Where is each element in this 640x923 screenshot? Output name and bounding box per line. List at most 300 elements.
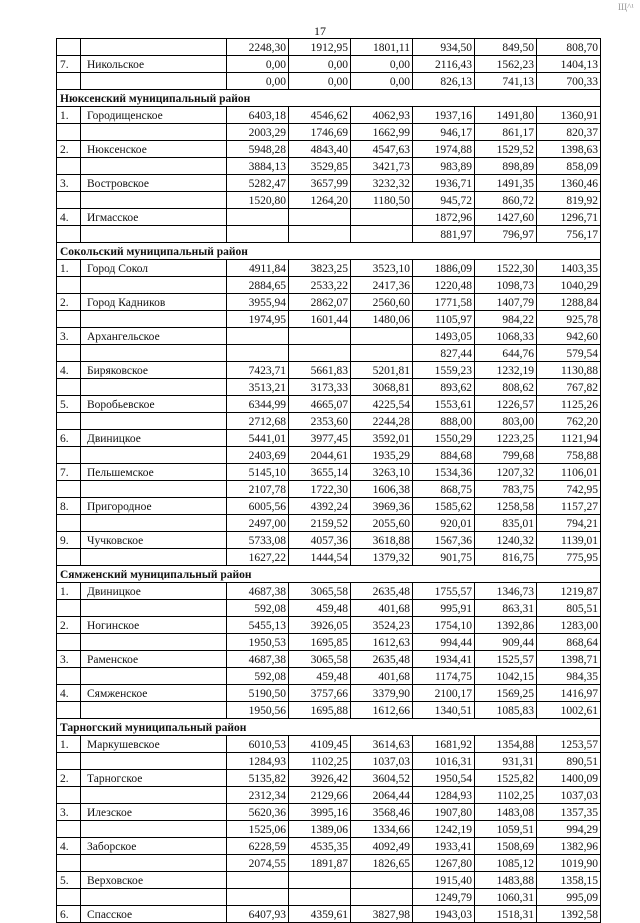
value-cell-6: 1398,63 bbox=[537, 141, 601, 158]
value-cell-3: 1480,06 bbox=[351, 311, 413, 328]
value-cell-5: 644,76 bbox=[475, 345, 537, 362]
value-cell-4: 920,01 bbox=[413, 515, 475, 532]
value-cell-4: 1771,58 bbox=[413, 294, 475, 311]
value-cell-3 bbox=[351, 889, 413, 906]
value-cell-2: 3757,66 bbox=[289, 685, 351, 702]
row-index: 7. bbox=[57, 464, 81, 481]
value-cell-2 bbox=[289, 209, 351, 226]
value-cell-6: 794,21 bbox=[537, 515, 601, 532]
value-cell-5: 803,00 bbox=[475, 413, 537, 430]
settlement-name bbox=[81, 600, 227, 617]
table-row bbox=[57, 39, 601, 56]
value-cell-3: 0,00 bbox=[351, 56, 413, 73]
table-row bbox=[57, 617, 601, 634]
value-cell-1: 6344,99 bbox=[227, 396, 289, 413]
value-cell-3: 2635,48 bbox=[351, 651, 413, 668]
value-cell-3: 401,68 bbox=[351, 668, 413, 685]
value-cell-4: 1937,16 bbox=[413, 107, 475, 124]
value-cell-1: 6403,18 bbox=[227, 107, 289, 124]
row-index bbox=[57, 124, 81, 141]
value-cell-5: 1525,82 bbox=[475, 770, 537, 787]
table-row bbox=[57, 345, 601, 362]
table-row bbox=[57, 515, 601, 532]
value-cell-2: 3823,25 bbox=[289, 260, 351, 277]
value-cell-1: 5190,50 bbox=[227, 685, 289, 702]
value-cell-1: 1950,56 bbox=[227, 702, 289, 719]
value-cell-4: 1943,03 bbox=[413, 906, 475, 923]
value-cell-4: 1567,36 bbox=[413, 532, 475, 549]
value-cell-5: 1562,23 bbox=[475, 56, 537, 73]
value-cell-2 bbox=[289, 328, 351, 345]
row-index bbox=[57, 634, 81, 651]
settlement-name: Востровское bbox=[81, 175, 227, 192]
value-cell-5: 1529,52 bbox=[475, 141, 537, 158]
value-cell-3: 3568,46 bbox=[351, 804, 413, 821]
value-cell-3: 3421,73 bbox=[351, 158, 413, 175]
value-cell-2: 1601,44 bbox=[289, 311, 351, 328]
value-cell-1: 2107,78 bbox=[227, 481, 289, 498]
settlement-name: Никольское bbox=[81, 56, 227, 73]
value-cell-2 bbox=[289, 889, 351, 906]
value-cell-4: 1754,10 bbox=[413, 617, 475, 634]
value-cell-5: 741,13 bbox=[475, 73, 537, 90]
value-cell-5: 1407,79 bbox=[475, 294, 537, 311]
corner-mark: Щ^¹ bbox=[617, 2, 634, 12]
value-cell-3 bbox=[351, 226, 413, 243]
value-cell-2: 4057,36 bbox=[289, 532, 351, 549]
value-cell-6: 1157,27 bbox=[537, 498, 601, 515]
value-cell-5: 816,75 bbox=[475, 549, 537, 566]
value-cell-3: 5201,81 bbox=[351, 362, 413, 379]
settlement-name: Пригородное bbox=[81, 498, 227, 515]
row-index bbox=[57, 413, 81, 430]
table-row bbox=[57, 311, 601, 328]
row-index bbox=[57, 515, 81, 532]
value-cell-3: 1826,65 bbox=[351, 855, 413, 872]
value-cell-5: 796,97 bbox=[475, 226, 537, 243]
value-cell-1: 7423,71 bbox=[227, 362, 289, 379]
settlement-name: Сямженское bbox=[81, 685, 227, 702]
table-row bbox=[57, 226, 601, 243]
value-cell-2: 2129,66 bbox=[289, 787, 351, 804]
section-title: Тарногский муниципальный район bbox=[57, 719, 601, 736]
table-row bbox=[57, 56, 601, 73]
value-cell-4: 1559,23 bbox=[413, 362, 475, 379]
value-cell-1: 0,00 bbox=[227, 56, 289, 73]
settlement-name bbox=[81, 39, 227, 56]
row-index: 3. bbox=[57, 175, 81, 192]
value-cell-5: 1085,83 bbox=[475, 702, 537, 719]
value-cell-6: 1139,01 bbox=[537, 532, 601, 549]
table-row bbox=[57, 294, 601, 311]
settlement-name: Воробьевское bbox=[81, 396, 227, 413]
row-index: 1. bbox=[57, 583, 81, 600]
settlement-name: Город Сокол bbox=[81, 260, 227, 277]
settlement-name bbox=[81, 702, 227, 719]
row-index bbox=[57, 668, 81, 685]
value-cell-4: 1550,29 bbox=[413, 430, 475, 447]
settlement-name bbox=[81, 787, 227, 804]
value-cell-3: 3614,63 bbox=[351, 736, 413, 753]
value-cell-6: 1125,26 bbox=[537, 396, 601, 413]
value-cell-1: 5948,28 bbox=[227, 141, 289, 158]
value-cell-1 bbox=[227, 226, 289, 243]
value-cell-1: 3955,94 bbox=[227, 294, 289, 311]
value-cell-3: 1334,66 bbox=[351, 821, 413, 838]
value-cell-3: 1662,99 bbox=[351, 124, 413, 141]
value-cell-5: 1522,30 bbox=[475, 260, 537, 277]
settlement-name bbox=[81, 73, 227, 90]
value-cell-5: 1085,12 bbox=[475, 855, 537, 872]
value-cell-6: 1288,84 bbox=[537, 294, 601, 311]
row-index bbox=[57, 855, 81, 872]
value-cell-1: 2712,68 bbox=[227, 413, 289, 430]
value-cell-5: 1518,31 bbox=[475, 906, 537, 923]
row-index: 4. bbox=[57, 362, 81, 379]
tariff-table bbox=[56, 38, 601, 923]
settlement-name: Илезское bbox=[81, 804, 227, 821]
value-cell-3 bbox=[351, 345, 413, 362]
row-index: 3. bbox=[57, 328, 81, 345]
value-cell-4: 1907,80 bbox=[413, 804, 475, 821]
value-cell-6: 1382,96 bbox=[537, 838, 601, 855]
settlement-name bbox=[81, 124, 227, 141]
value-cell-4: 1242,19 bbox=[413, 821, 475, 838]
row-index: 8. bbox=[57, 498, 81, 515]
value-cell-3: 3379,90 bbox=[351, 685, 413, 702]
value-cell-1: 5455,13 bbox=[227, 617, 289, 634]
value-cell-4: 2100,17 bbox=[413, 685, 475, 702]
value-cell-2: 1389,06 bbox=[289, 821, 351, 838]
settlement-name: Городищенское bbox=[81, 107, 227, 124]
value-cell-4: 1493,05 bbox=[413, 328, 475, 345]
settlement-name bbox=[81, 413, 227, 430]
value-cell-6: 1357,35 bbox=[537, 804, 601, 821]
value-cell-4: 945,72 bbox=[413, 192, 475, 209]
row-index bbox=[57, 192, 81, 209]
value-cell-2: 2353,60 bbox=[289, 413, 351, 430]
row-index: 4. bbox=[57, 838, 81, 855]
row-index bbox=[57, 158, 81, 175]
value-cell-1: 0,00 bbox=[227, 73, 289, 90]
table-row bbox=[57, 447, 601, 464]
value-cell-1: 1627,22 bbox=[227, 549, 289, 566]
value-cell-1: 5282,47 bbox=[227, 175, 289, 192]
value-cell-3: 1180,50 bbox=[351, 192, 413, 209]
settlement-name bbox=[81, 753, 227, 770]
table-body bbox=[57, 39, 601, 923]
row-index: 2. bbox=[57, 294, 81, 311]
value-cell-2 bbox=[289, 872, 351, 889]
value-cell-6: 1002,61 bbox=[537, 702, 601, 719]
value-cell-3: 3068,81 bbox=[351, 379, 413, 396]
value-cell-3: 1606,38 bbox=[351, 481, 413, 498]
value-cell-4: 934,50 bbox=[413, 39, 475, 56]
value-cell-5: 931,31 bbox=[475, 753, 537, 770]
row-index: 3. bbox=[57, 651, 81, 668]
row-index: 3. bbox=[57, 804, 81, 821]
value-cell-4: 1284,93 bbox=[413, 787, 475, 804]
value-cell-5: 860,72 bbox=[475, 192, 537, 209]
value-cell-3: 3523,10 bbox=[351, 260, 413, 277]
row-index: 2. bbox=[57, 141, 81, 158]
row-index: 9. bbox=[57, 532, 81, 549]
table-row bbox=[57, 141, 601, 158]
value-cell-5: 1232,19 bbox=[475, 362, 537, 379]
value-cell-2: 1912,95 bbox=[289, 39, 351, 56]
value-cell-6: 890,51 bbox=[537, 753, 601, 770]
table-row bbox=[57, 481, 601, 498]
value-cell-5: 1491,80 bbox=[475, 107, 537, 124]
value-cell-2: 3977,45 bbox=[289, 430, 351, 447]
value-cell-2: 4392,24 bbox=[289, 498, 351, 515]
value-cell-2: 3065,58 bbox=[289, 583, 351, 600]
value-cell-2: 5661,83 bbox=[289, 362, 351, 379]
value-cell-3 bbox=[351, 328, 413, 345]
row-index bbox=[57, 787, 81, 804]
row-index: 1. bbox=[57, 107, 81, 124]
row-index: 5. bbox=[57, 872, 81, 889]
value-cell-3: 3263,10 bbox=[351, 464, 413, 481]
value-cell-5: 1207,32 bbox=[475, 464, 537, 481]
row-index bbox=[57, 481, 81, 498]
table-row bbox=[57, 685, 601, 702]
value-cell-2: 459,48 bbox=[289, 600, 351, 617]
value-cell-3: 2055,60 bbox=[351, 515, 413, 532]
value-cell-1: 2074,55 bbox=[227, 855, 289, 872]
value-cell-2: 3529,85 bbox=[289, 158, 351, 175]
value-cell-4: 946,17 bbox=[413, 124, 475, 141]
value-cell-6: 1253,57 bbox=[537, 736, 601, 753]
value-cell-1 bbox=[227, 345, 289, 362]
value-cell-4: 983,89 bbox=[413, 158, 475, 175]
value-cell-4: 2116,43 bbox=[413, 56, 475, 73]
value-cell-2: 3926,05 bbox=[289, 617, 351, 634]
value-cell-4: 1950,54 bbox=[413, 770, 475, 787]
value-cell-4: 1267,80 bbox=[413, 855, 475, 872]
settlement-name bbox=[81, 855, 227, 872]
value-cell-4: 1936,71 bbox=[413, 175, 475, 192]
value-cell-5: 808,62 bbox=[475, 379, 537, 396]
settlement-name bbox=[81, 277, 227, 294]
settlement-name bbox=[81, 226, 227, 243]
value-cell-3: 401,68 bbox=[351, 600, 413, 617]
value-cell-4: 1174,75 bbox=[413, 668, 475, 685]
value-cell-5: 1223,25 bbox=[475, 430, 537, 447]
value-cell-4: 893,62 bbox=[413, 379, 475, 396]
value-cell-3: 3604,52 bbox=[351, 770, 413, 787]
value-cell-6: 868,64 bbox=[537, 634, 601, 651]
value-cell-6: 1398,71 bbox=[537, 651, 601, 668]
value-cell-6: 819,92 bbox=[537, 192, 601, 209]
row-index: 4. bbox=[57, 685, 81, 702]
value-cell-5: 984,22 bbox=[475, 311, 537, 328]
value-cell-4: 1016,31 bbox=[413, 753, 475, 770]
settlement-name: Пельшемское bbox=[81, 464, 227, 481]
row-index bbox=[57, 311, 81, 328]
section-header-row bbox=[57, 90, 601, 107]
section-header-row bbox=[57, 243, 601, 260]
value-cell-6: 942,60 bbox=[537, 328, 601, 345]
value-cell-6: 1019,90 bbox=[537, 855, 601, 872]
table-row bbox=[57, 209, 601, 226]
value-cell-1: 1974,95 bbox=[227, 311, 289, 328]
row-index: 7. bbox=[57, 56, 81, 73]
table-row bbox=[57, 498, 601, 515]
value-cell-3 bbox=[351, 209, 413, 226]
value-cell-3: 2244,28 bbox=[351, 413, 413, 430]
settlement-name bbox=[81, 447, 227, 464]
value-cell-4: 1105,97 bbox=[413, 311, 475, 328]
row-index bbox=[57, 39, 81, 56]
row-index bbox=[57, 447, 81, 464]
value-cell-1: 1284,93 bbox=[227, 753, 289, 770]
value-cell-4: 1934,41 bbox=[413, 651, 475, 668]
value-cell-3: 2417,36 bbox=[351, 277, 413, 294]
value-cell-2: 1264,20 bbox=[289, 192, 351, 209]
value-cell-6: 1106,01 bbox=[537, 464, 601, 481]
table-row bbox=[57, 838, 601, 855]
value-cell-5: 1226,57 bbox=[475, 396, 537, 413]
value-cell-6: 1403,35 bbox=[537, 260, 601, 277]
row-index bbox=[57, 549, 81, 566]
value-cell-1: 2403,69 bbox=[227, 447, 289, 464]
value-cell-6: 579,54 bbox=[537, 345, 601, 362]
value-cell-1 bbox=[227, 872, 289, 889]
value-cell-5: 1059,51 bbox=[475, 821, 537, 838]
value-cell-2: 1695,88 bbox=[289, 702, 351, 719]
value-cell-2 bbox=[289, 345, 351, 362]
value-cell-4: 901,75 bbox=[413, 549, 475, 566]
value-cell-6: 775,95 bbox=[537, 549, 601, 566]
table-row bbox=[57, 379, 601, 396]
value-cell-6: 1130,88 bbox=[537, 362, 601, 379]
value-cell-5: 909,44 bbox=[475, 634, 537, 651]
value-cell-6: 1400,09 bbox=[537, 770, 601, 787]
row-index bbox=[57, 889, 81, 906]
value-cell-2: 0,00 bbox=[289, 56, 351, 73]
value-cell-3: 1037,03 bbox=[351, 753, 413, 770]
value-cell-6: 994,29 bbox=[537, 821, 601, 838]
settlement-name bbox=[81, 481, 227, 498]
value-cell-6: 742,95 bbox=[537, 481, 601, 498]
row-index bbox=[57, 702, 81, 719]
value-cell-1: 3884,13 bbox=[227, 158, 289, 175]
value-cell-6: 1358,15 bbox=[537, 872, 601, 889]
value-cell-3: 3618,88 bbox=[351, 532, 413, 549]
value-cell-2: 3995,16 bbox=[289, 804, 351, 821]
value-cell-2: 1722,30 bbox=[289, 481, 351, 498]
section-title: Сямженский муниципальный район bbox=[57, 566, 601, 583]
row-index: 5. bbox=[57, 396, 81, 413]
value-cell-3: 0,00 bbox=[351, 73, 413, 90]
table-row bbox=[57, 821, 601, 838]
table-row bbox=[57, 889, 601, 906]
value-cell-6: 1360,46 bbox=[537, 175, 601, 192]
value-cell-5: 1068,33 bbox=[475, 328, 537, 345]
value-cell-2: 2862,07 bbox=[289, 294, 351, 311]
value-cell-1: 4911,84 bbox=[227, 260, 289, 277]
value-cell-2 bbox=[289, 226, 351, 243]
value-cell-1: 1520,80 bbox=[227, 192, 289, 209]
value-cell-1: 2248,30 bbox=[227, 39, 289, 56]
value-cell-5: 1427,60 bbox=[475, 209, 537, 226]
value-cell-5: 1569,25 bbox=[475, 685, 537, 702]
value-cell-4: 1933,41 bbox=[413, 838, 475, 855]
value-cell-4: 826,13 bbox=[413, 73, 475, 90]
value-cell-3: 4092,49 bbox=[351, 838, 413, 855]
value-cell-3: 1935,29 bbox=[351, 447, 413, 464]
settlement-name bbox=[81, 515, 227, 532]
value-cell-4: 868,75 bbox=[413, 481, 475, 498]
value-cell-3: 2064,44 bbox=[351, 787, 413, 804]
value-cell-1: 1950,53 bbox=[227, 634, 289, 651]
table-row bbox=[57, 668, 601, 685]
table-row bbox=[57, 430, 601, 447]
table-row bbox=[57, 464, 601, 481]
value-cell-4: 1872,96 bbox=[413, 209, 475, 226]
table-row bbox=[57, 770, 601, 787]
value-cell-5: 1258,58 bbox=[475, 498, 537, 515]
value-cell-2: 4843,40 bbox=[289, 141, 351, 158]
value-cell-3 bbox=[351, 872, 413, 889]
page-number: 17 bbox=[314, 24, 326, 38]
table-row bbox=[57, 73, 601, 90]
section-header-row bbox=[57, 719, 601, 736]
value-cell-5: 799,68 bbox=[475, 447, 537, 464]
value-cell-1 bbox=[227, 889, 289, 906]
value-cell-2: 4359,61 bbox=[289, 906, 351, 923]
value-cell-6: 756,17 bbox=[537, 226, 601, 243]
value-cell-1: 4687,38 bbox=[227, 651, 289, 668]
value-cell-6: 1404,13 bbox=[537, 56, 601, 73]
value-cell-5: 1483,88 bbox=[475, 872, 537, 889]
value-cell-5: 1483,08 bbox=[475, 804, 537, 821]
value-cell-3: 3232,32 bbox=[351, 175, 413, 192]
settlement-name: Заборское bbox=[81, 838, 227, 855]
value-cell-4: 1915,40 bbox=[413, 872, 475, 889]
section-title: Сокольский муниципальный район bbox=[57, 243, 601, 260]
value-cell-4: 888,00 bbox=[413, 413, 475, 430]
settlement-name bbox=[81, 158, 227, 175]
value-cell-5: 783,75 bbox=[475, 481, 537, 498]
value-cell-5: 1098,73 bbox=[475, 277, 537, 294]
value-cell-4: 1755,57 bbox=[413, 583, 475, 600]
value-cell-1: 6407,93 bbox=[227, 906, 289, 923]
value-cell-1: 592,08 bbox=[227, 668, 289, 685]
row-index bbox=[57, 226, 81, 243]
value-cell-1: 5145,10 bbox=[227, 464, 289, 481]
value-cell-1: 5441,01 bbox=[227, 430, 289, 447]
table-row bbox=[57, 906, 601, 923]
value-cell-6: 1296,71 bbox=[537, 209, 601, 226]
value-cell-5: 863,31 bbox=[475, 600, 537, 617]
value-cell-6: 1416,97 bbox=[537, 685, 601, 702]
value-cell-1: 2884,65 bbox=[227, 277, 289, 294]
table-row bbox=[57, 328, 601, 345]
value-cell-3: 4225,54 bbox=[351, 396, 413, 413]
value-cell-5: 1491,35 bbox=[475, 175, 537, 192]
table-row bbox=[57, 855, 601, 872]
settlement-name: Спасское bbox=[81, 906, 227, 923]
value-cell-3: 4062,93 bbox=[351, 107, 413, 124]
table-row bbox=[57, 396, 601, 413]
value-cell-1: 4687,38 bbox=[227, 583, 289, 600]
value-cell-3: 1612,63 bbox=[351, 634, 413, 651]
value-cell-2: 4535,35 bbox=[289, 838, 351, 855]
value-cell-2: 1102,25 bbox=[289, 753, 351, 770]
value-cell-2: 3065,58 bbox=[289, 651, 351, 668]
